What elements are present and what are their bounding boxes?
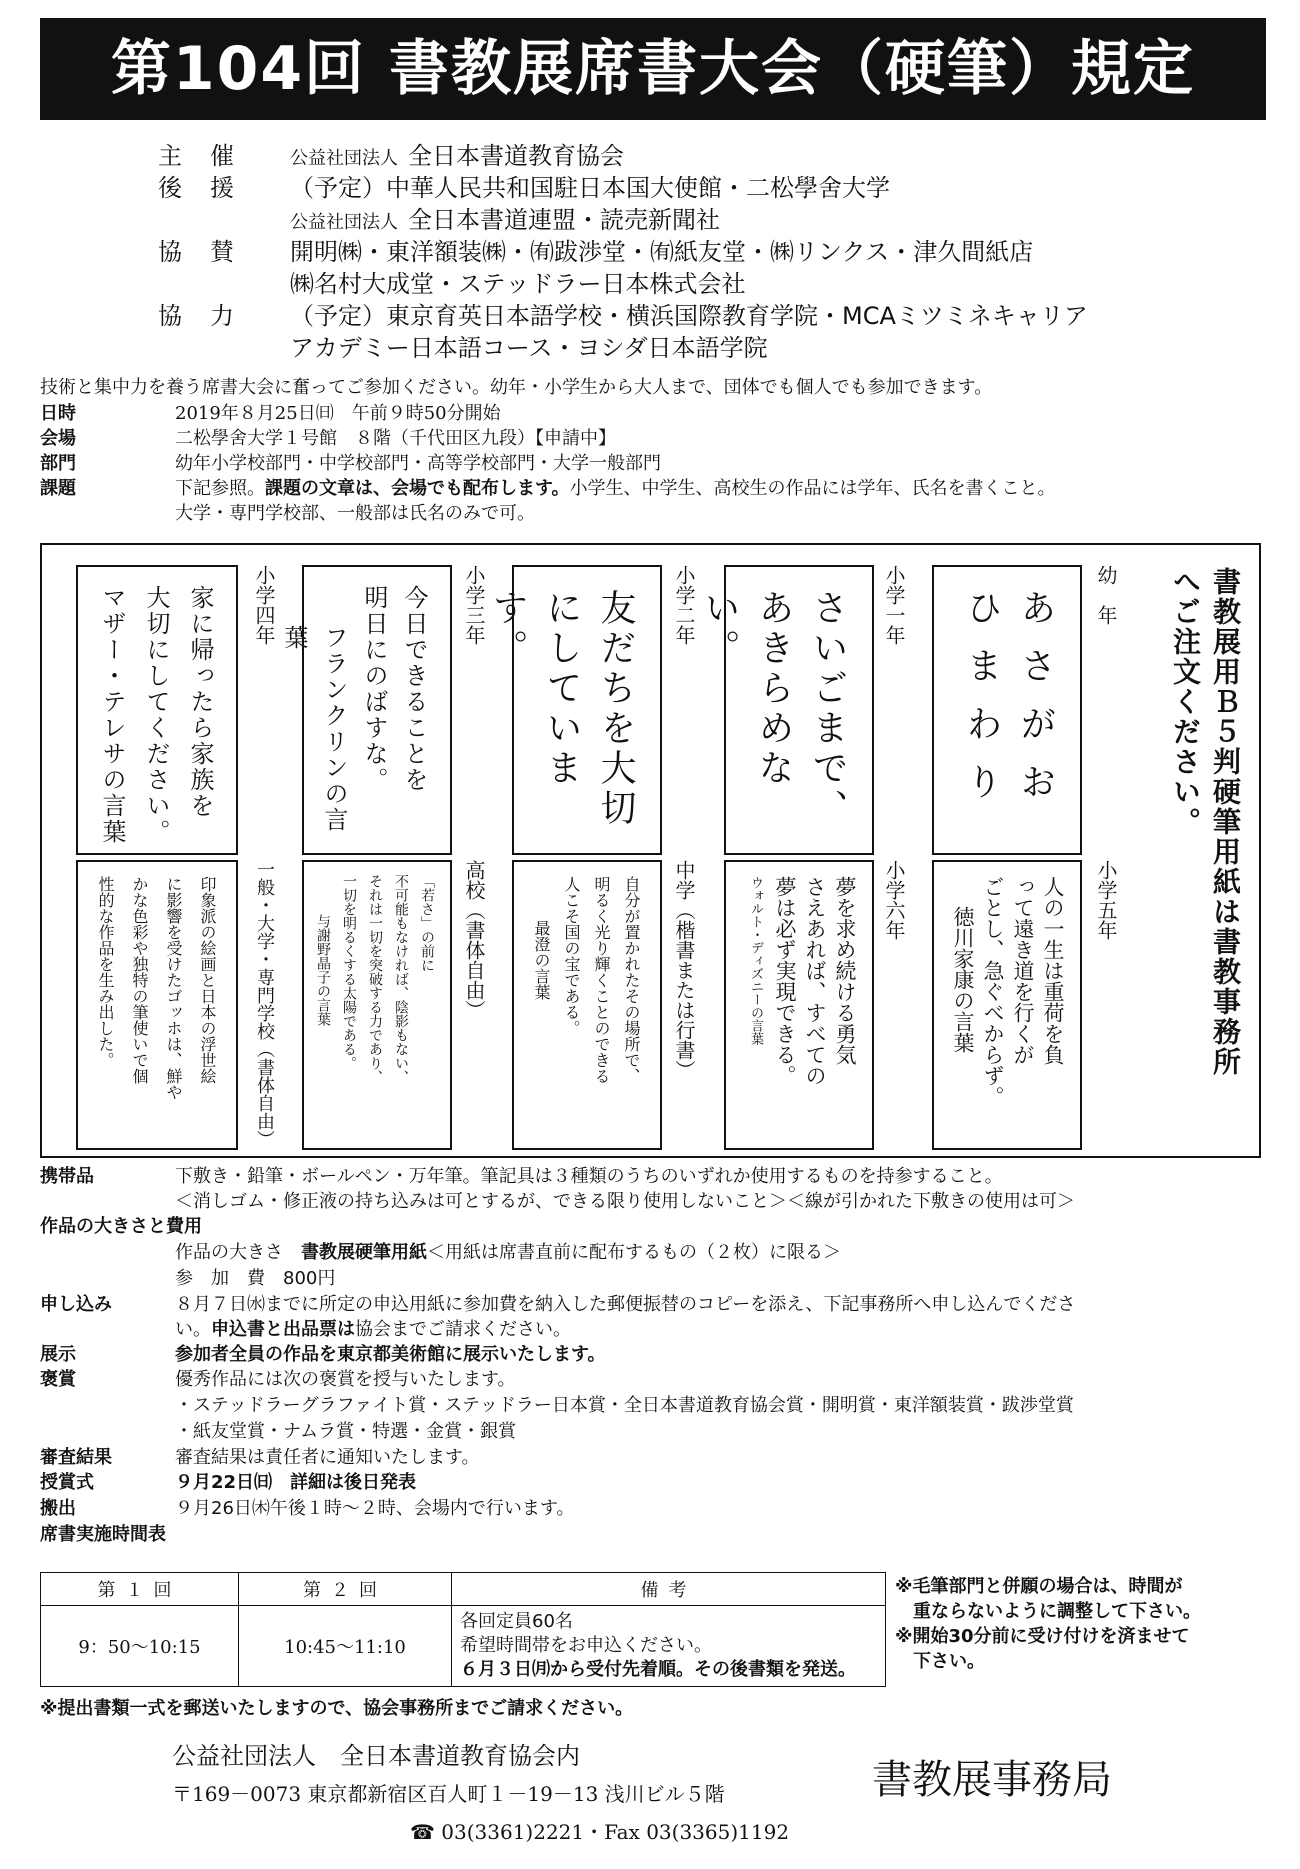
mail-note: ※提出書類一式を郵送いたしますので、協会事務所までご請求ください。	[40, 1698, 634, 1719]
venue-value: 二松學舍大学１号館 ８階（千代田区九段）【申請中】	[175, 428, 616, 449]
carryout-label: 搬出	[40, 1498, 76, 1519]
exhibit-value: 参加者全員の作品を東京都美術館に展示いたします。	[175, 1344, 606, 1365]
award-value-2: ・ステッドラーグラファイト賞・ステッドラー日本賞・全日本書道教育協会賞・開明賞・東洋額装賞・跋渉堂賞	[175, 1395, 1074, 1416]
carry-label: 携帯品	[40, 1166, 94, 1187]
organizer-row	[150, 300, 1250, 332]
schedule-notes: 各回定員60名 希望時間帯をお申込ください。 ６月３日㈪から受付先着順。その後書類を発送。	[452, 1606, 886, 1687]
subject-box: 印象派の絵画と日本の浮世絵 に影響を受けたゴッホは、鮮や かな色彩や独特の筆使いで個 性的な作品を生み出した。	[76, 860, 238, 1150]
organizer-prefix: 公益社団法人	[290, 148, 398, 169]
subject-box: 今日できることを 明日にのばすな。 フランクリンの言葉	[302, 565, 452, 855]
carry-value-2: ＜消しゴム・修正液の持ち込みは可とするが、できる限り使用しないこと＞＜線が引かれた下敷きの使用は可＞	[175, 1191, 1075, 1212]
grade-label: 高校（書体自由）	[462, 860, 486, 1020]
subject-box: あさがお ひまわり	[932, 565, 1082, 855]
grade-label: 幼 年	[1094, 565, 1118, 625]
organizer-row	[150, 140, 1250, 172]
date-label: 日時	[40, 403, 76, 424]
grade-label: 小学三年	[462, 565, 486, 645]
subject-box: さいごまで、 あきらめない。	[724, 565, 874, 855]
organizer-label: 協力	[158, 302, 262, 330]
footer-org: 公益社団法人 全日本書道教育協会内	[172, 1742, 580, 1770]
subject-box: 自分が置かれたその場所で、 明るく光り輝くことのできる 人こそ国の宝である。 最澄の言葉	[512, 860, 662, 1150]
dept-label: 部門	[40, 453, 76, 474]
organizer-row	[150, 236, 1250, 268]
schedule-time: 9：50～10:15	[41, 1606, 239, 1687]
schedule-header: 第１回	[41, 1573, 239, 1606]
intro-text: 技術と集中力を養う席書大会に奮ってご参加ください。幼年・小学生から大人まで、団体でも個人でも参加できます。	[40, 377, 993, 398]
grade-label: 小学二年	[672, 565, 696, 645]
page-title: 第104回 書教展席書大会（硬筆）規定	[40, 18, 1266, 120]
organizer-value: アカデミー日本語コース・ヨシダ日本語学院	[290, 334, 768, 362]
task-value-2: 大学・専門学校部、一般部は氏名のみで可。	[175, 503, 535, 524]
fee-value: 参 加 費 800円	[175, 1268, 336, 1289]
side-notes: ※毛筆部門と併願の場合は、時間が 重ならないように調整して下さい。 ※開始30分前に受け付けを済ませて 下さい。	[895, 1576, 1201, 1672]
grade-label: 中学（楷書または行書）	[672, 860, 696, 1080]
exhibit-label: 展示	[40, 1344, 76, 1365]
size-cost-label: 作品の大きさと費用	[40, 1216, 202, 1237]
apply-label: 申し込み	[40, 1294, 112, 1315]
grade-label: 小学四年	[252, 565, 276, 645]
grade-label: 小学一年	[882, 565, 906, 645]
schedule-label: 席書実施時間表	[40, 1524, 166, 1545]
apply-value-2: い。申込書と出品票は協会までご請求ください。	[175, 1319, 571, 1340]
organizer-row	[150, 332, 1250, 364]
grade-label: 一般・大学・専門学校（書体自由）	[254, 860, 275, 1148]
organizer-label: 協賛	[158, 238, 262, 266]
size-value: 作品の大きさ 書教展硬筆用紙＜用紙は席書直前に配布するもの（２枚）に限る＞	[175, 1242, 841, 1263]
organizer-row	[150, 172, 1250, 204]
carry-value: 下敷き・鉛筆・ボールペン・万年筆。筆記具は３種類のうちのいずれか使用するものを持参すること。	[175, 1166, 1003, 1187]
subject-box: 友だちを大切 にしています。	[512, 565, 662, 855]
organizer-value: （予定）東京育英日本語学校・横浜国際教育学院・MCAミツミネキャリア	[290, 302, 1088, 330]
apply-value: ８月７日㈬までに所定の申込用紙に参加費を納入した郵便振替のコピーを添え、下記事務所へ申し込んでくださ	[175, 1294, 1076, 1315]
organizer-value: （予定）中華人民共和国駐日本国大使館・二松學舍大学	[290, 174, 890, 202]
organizer-value: ㈱名村大成堂・ステッドラー日本株式会社	[290, 270, 746, 298]
dept-value: 幼年小学校部門・中学校部門・高等学校部門・大学一般部門	[175, 453, 661, 474]
footer-address: 〒169－0073 東京都新宿区百人町１－19－13 浅川ビル５階	[172, 1782, 725, 1806]
organizer-prefix: 公益社団法人	[290, 212, 398, 233]
schedule-table	[40, 1572, 886, 1687]
organizers-block	[150, 140, 1250, 364]
subject-box: 家に帰ったら家族を 大切にしてください。 マザー・テレサの言葉	[76, 565, 238, 855]
venue-label: 会場	[40, 428, 76, 449]
organizer-value: 開明㈱・東洋額装㈱・㈲跋渉堂・㈲紙友堂・㈱リンクス・津久間紙店	[290, 238, 1034, 266]
subject-box: 夢を求め続ける勇気 さえあれば、すべての 夢は必ず実現できる。 ウォルト・ディズニーの言葉	[724, 860, 874, 1150]
organizer-value: 全日本書道教育協会	[408, 142, 624, 170]
carryout-value: ９月26日㈭午後１時～２時、会場内で行います。	[175, 1498, 575, 1519]
result-value: 審査結果は責任者に通知いたします。	[175, 1447, 480, 1468]
organizer-label: 後援	[158, 174, 262, 202]
organizer-row	[150, 268, 1250, 300]
award-value: 優秀作品には次の褒賞を授与いたします。	[175, 1369, 516, 1390]
award-label: 褒賞	[40, 1369, 76, 1390]
schedule-header: 備考	[452, 1573, 886, 1606]
award-value-3: ・紙友堂賞・ナムラ賞・特選・金賞・銀賞	[175, 1421, 517, 1442]
grade-label: 小学五年	[1094, 860, 1118, 940]
task-value: 下記参照。課題の文章は、会場でも配布します。小学生、中学生、高校生の作品には学年、氏名を書くこと。	[175, 478, 1056, 499]
schedule-header: 第２回	[239, 1573, 452, 1606]
organizer-row	[150, 204, 1250, 236]
ceremony-value: ９月22日㈰ 詳細は後日発表	[175, 1472, 417, 1493]
ceremony-label: 授賞式	[40, 1472, 94, 1493]
organizer-value: 全日本書道連盟・読売新聞社	[408, 206, 720, 234]
task-label: 課題	[40, 478, 76, 499]
result-label: 審査結果	[40, 1447, 112, 1468]
footer-office: 書教展事務局	[872, 1757, 1112, 1803]
grade-label: 小学六年	[882, 860, 906, 940]
footer-phone: ☎ 03(3361)2221・Fax 03(3365)1192	[410, 1820, 790, 1844]
organizer-label: 主催	[158, 142, 262, 170]
subject-panel	[40, 543, 1261, 1158]
date-value: 2019年８月25日㈰ 午前９時50分開始	[175, 403, 501, 424]
subject-box: 「若さ」の前に 不可能もなければ、陰影もない、 それは一切を突破する力であり、 一切を明るくする太陽である。 与謝野晶子の言葉	[302, 860, 452, 1150]
order-note: 書教展用Ｂ５判硬筆用紙は書教事務所 へご注文ください。	[1169, 567, 1242, 1077]
schedule-time: 10:45～11:10	[239, 1606, 452, 1687]
subject-box: 人の一生は重荷を負 って遠き道を行くが ごとし、急ぐべからず。 徳川家康の言葉	[932, 860, 1082, 1150]
